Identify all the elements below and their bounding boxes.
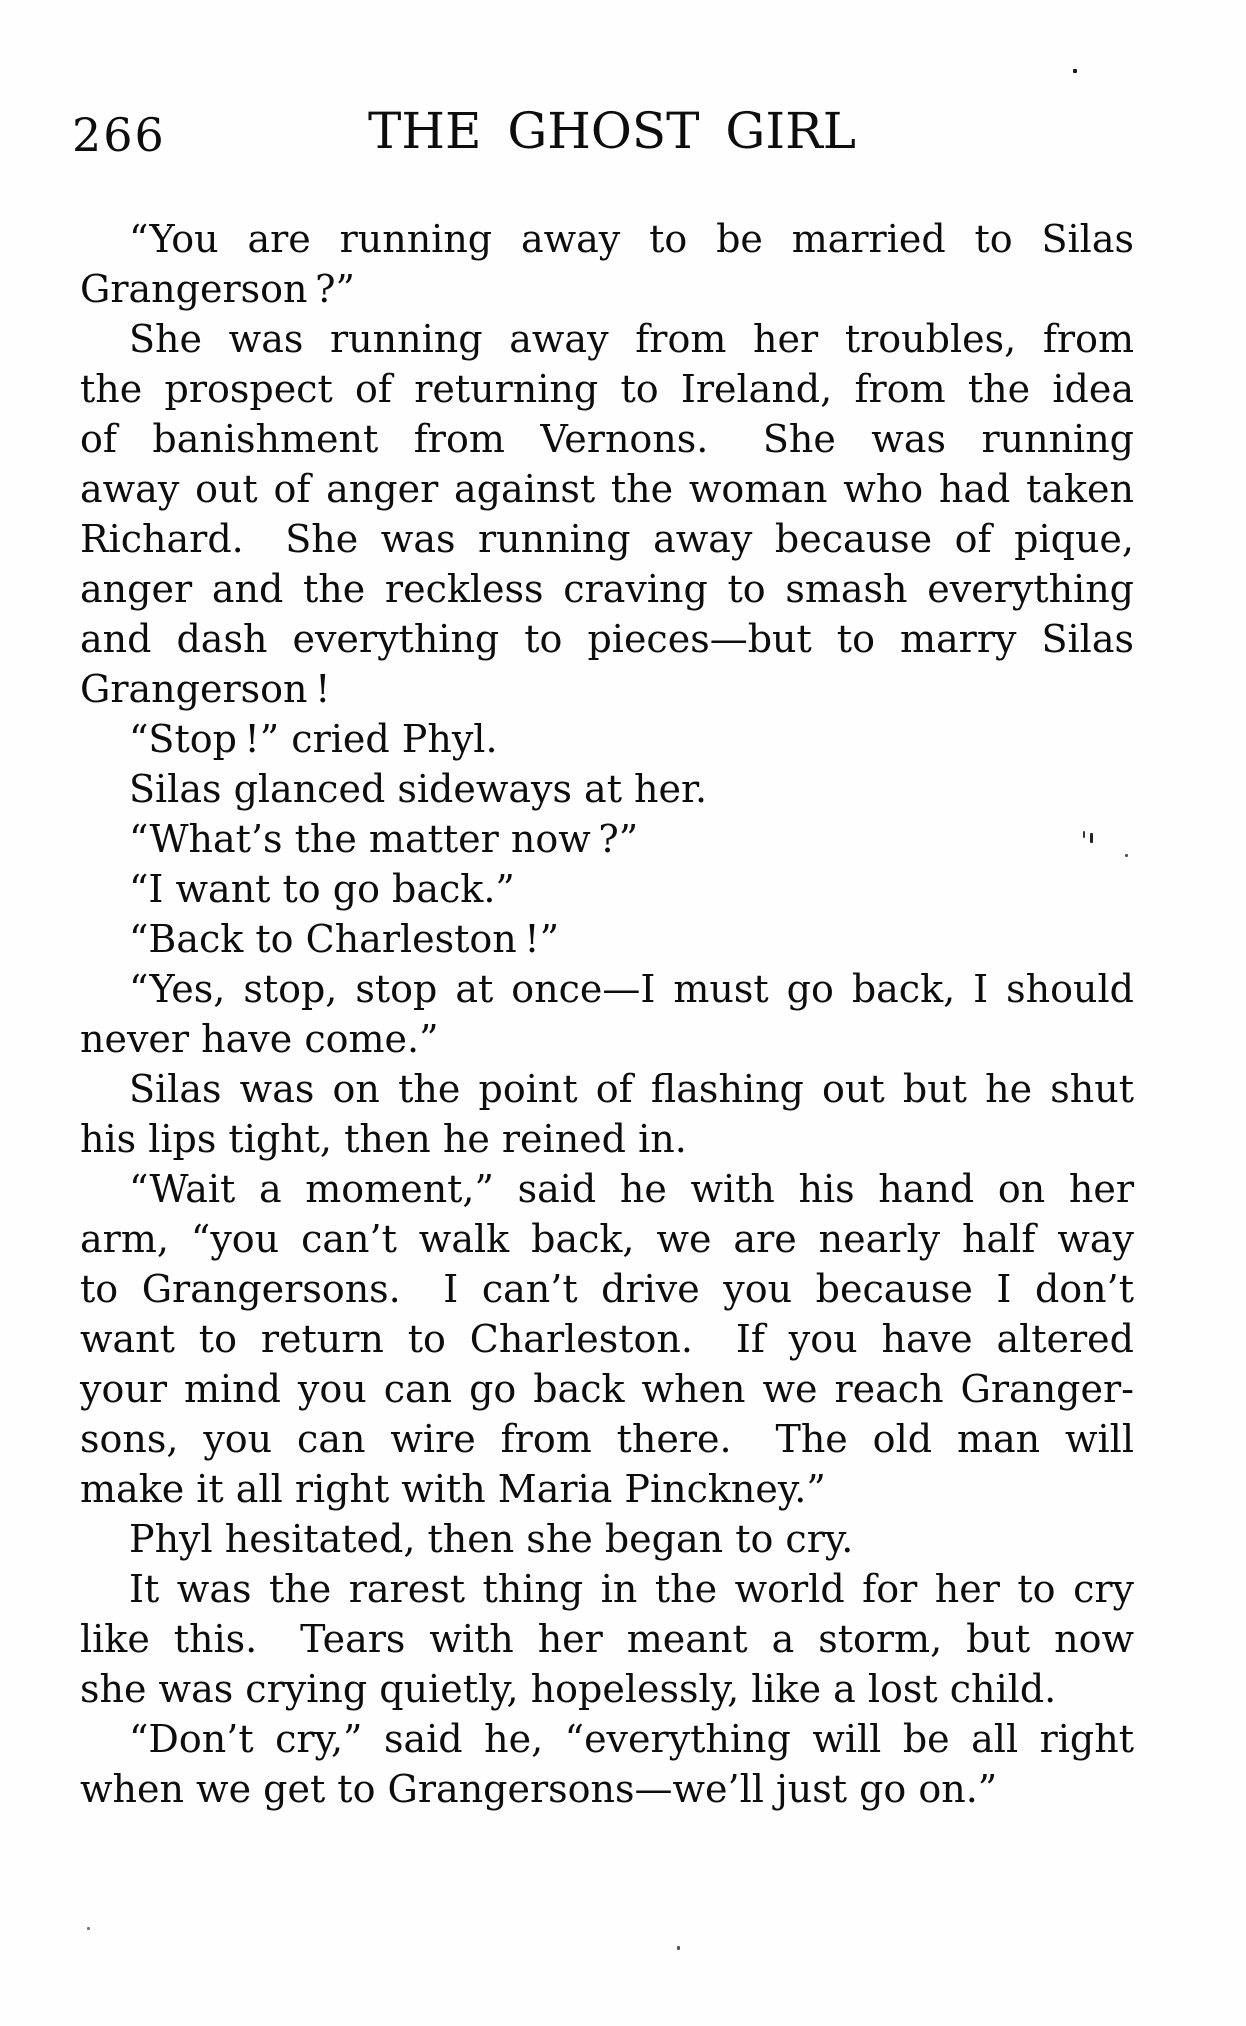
text-line: “Back to Charleston !”	[129, 917, 560, 961]
running-header-title: THE GHOST GIRL	[368, 102, 856, 160]
text-line: when we get to Grangersons—we’ll just go on.”	[80, 1767, 998, 1811]
text-line: “Yes, stop, stop at once—I must go back, I should	[129, 967, 1134, 1011]
paragraph	[80, 1514, 1134, 1564]
paragraph	[80, 814, 1134, 864]
text-line: Phyl hesitated, then she began to cry.	[129, 1517, 854, 1561]
text-line: Grangerson ?”	[80, 267, 355, 311]
paragraph	[80, 1164, 1134, 1514]
text-line: “Wait a moment,” said he with his hand on her	[129, 1167, 1134, 1211]
scan-artifact	[1125, 854, 1128, 857]
scan-artifact	[87, 1927, 90, 1930]
text-line: It was the rarest thing in the world for her to cry	[129, 1567, 1134, 1611]
scan-artifact	[677, 1946, 680, 1950]
paragraph	[80, 764, 1134, 814]
text-line: like this. Tears with her meant a storm, but now	[80, 1617, 1134, 1661]
paragraph	[80, 864, 1134, 914]
text-line: “What’s the matter now ?”	[129, 817, 639, 861]
text-line: the prospect of returning to Ireland, from the idea	[80, 367, 1134, 411]
text-line: never have come.”	[80, 1017, 439, 1061]
paragraph	[80, 1064, 1134, 1164]
scan-artifact	[1083, 831, 1085, 838]
text-line: “Don’t cry,” said he, “everything will be all right	[129, 1717, 1134, 1761]
text-line: anger and the reckless craving to smash everything	[80, 567, 1134, 611]
text-line: “Stop !” cried Phyl.	[129, 717, 498, 761]
text-line: “You are running away to be married to Silas	[129, 217, 1134, 261]
text-line: your mind you can go back when we reach Granger-	[80, 1367, 1134, 1411]
paragraph	[80, 1564, 1134, 1714]
text-line: “I want to go back.”	[129, 867, 515, 911]
scan-artifact	[1090, 833, 1093, 843]
paragraph	[80, 314, 1134, 714]
text-line: Grangerson !	[80, 667, 331, 711]
text-line: of banishment from Vernons. She was running	[80, 417, 1134, 461]
paragraph	[80, 1714, 1134, 1814]
page-text	[80, 214, 1134, 1814]
text-line: want to return to Charleston. If you have altered	[80, 1317, 1134, 1361]
paragraph	[80, 914, 1134, 964]
text-line: Richard. She was running away because of pique,	[80, 517, 1134, 561]
text-line: to Grangersons. I can’t drive you because I don’t	[80, 1267, 1134, 1311]
text-line: she was crying quietly, hopelessly, like a lost child.	[80, 1667, 1057, 1711]
text-line: Silas was on the point of flashing out but he shut	[129, 1067, 1134, 1111]
text-line: arm, “you can’t walk back, we are nearly half way	[80, 1217, 1134, 1261]
text-line: his lips tight, then he reined in.	[80, 1117, 687, 1161]
scan-artifact	[1073, 69, 1077, 73]
paragraph	[80, 964, 1134, 1064]
text-line: sons, you can wire from there. The old man will	[80, 1417, 1134, 1461]
text-line: make it all right with Maria Pinckney.”	[80, 1467, 826, 1511]
page-number: 266	[72, 108, 166, 162]
text-line: and dash everything to pieces—but to marry Silas	[80, 617, 1134, 661]
text-line: She was running away from her troubles, from	[129, 317, 1134, 361]
paragraph	[80, 214, 1134, 314]
text-line: Silas glanced sideways at her.	[129, 767, 708, 811]
text-line: away out of anger against the woman who had taken	[80, 467, 1134, 511]
paragraph	[80, 714, 1134, 764]
